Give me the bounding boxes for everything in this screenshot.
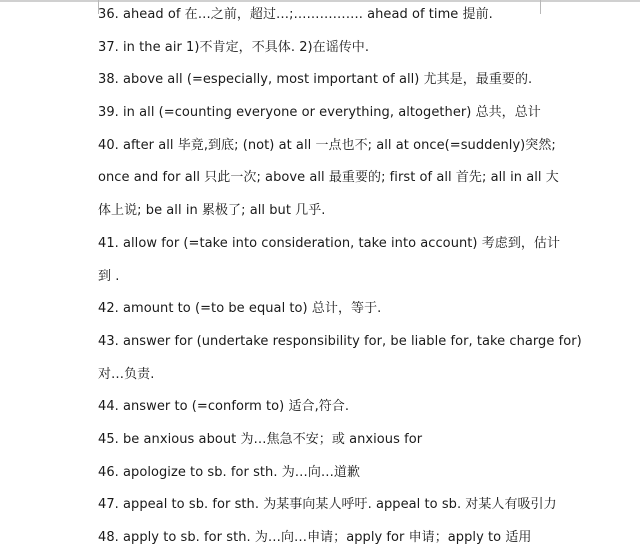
text-line-37: 37. in the air 1)不肯定，不具体. 2)在谣传中. xyxy=(98,39,370,55)
text-line-46: 46. apologize to sb. for sth. 为…向…道歉 xyxy=(98,464,361,480)
text-line-41-cont: 到 . xyxy=(98,268,120,284)
text-line-45: 45. be anxious about 为…焦急不安；或 anxious for xyxy=(98,431,423,447)
text-line-40: 40. after all 毕竟,到底; (not) at all 一点也不; all at once(=suddenly)突然; xyxy=(98,137,556,153)
text-line-38: 38. above all (=especially, most important of all) 尤其是，最重要的. xyxy=(98,72,533,88)
text-line-41: 41. allow for (=take into consideration, take into account) 考虑到，估计 xyxy=(98,235,561,251)
text-line-44: 44. answer to (=conform to) 适合,符合. xyxy=(98,399,350,415)
margin-corner-mark-left xyxy=(84,0,99,14)
text-line-36: 36. ahead of 在…之前，超过…;……………. ahead of time 提前. xyxy=(98,7,493,22)
text-line-47: 47. appeal to sb. for sth. 为某事向某人呼吁. appeal to sb. 对某人有吸引力 xyxy=(98,497,557,513)
text-line-48: 48. apply to sb. for sth. 为…向…申请；apply for 申请；apply to 适用 xyxy=(98,530,532,545)
text-line-40-cont-1: once and for all 只此一次; above all 最重要的; first of all 首先; all in all 大 xyxy=(98,170,559,186)
text-line-39: 39. in all (=counting everyone or everything, altogether) 总共，总计 xyxy=(98,105,541,121)
text-line-43-cont: 对…负责. xyxy=(98,366,155,382)
text-line-43: 43. answer for (undertake responsibility for, be liable for, take charge for) xyxy=(98,333,582,349)
text-line-42: 42. amount to (=to be equal to) 总计，等于. xyxy=(98,301,382,317)
vocabulary-list xyxy=(98,4,582,545)
text-line-40-cont-2: 体上说; be all in 累极了; all but 几乎. xyxy=(98,203,326,219)
